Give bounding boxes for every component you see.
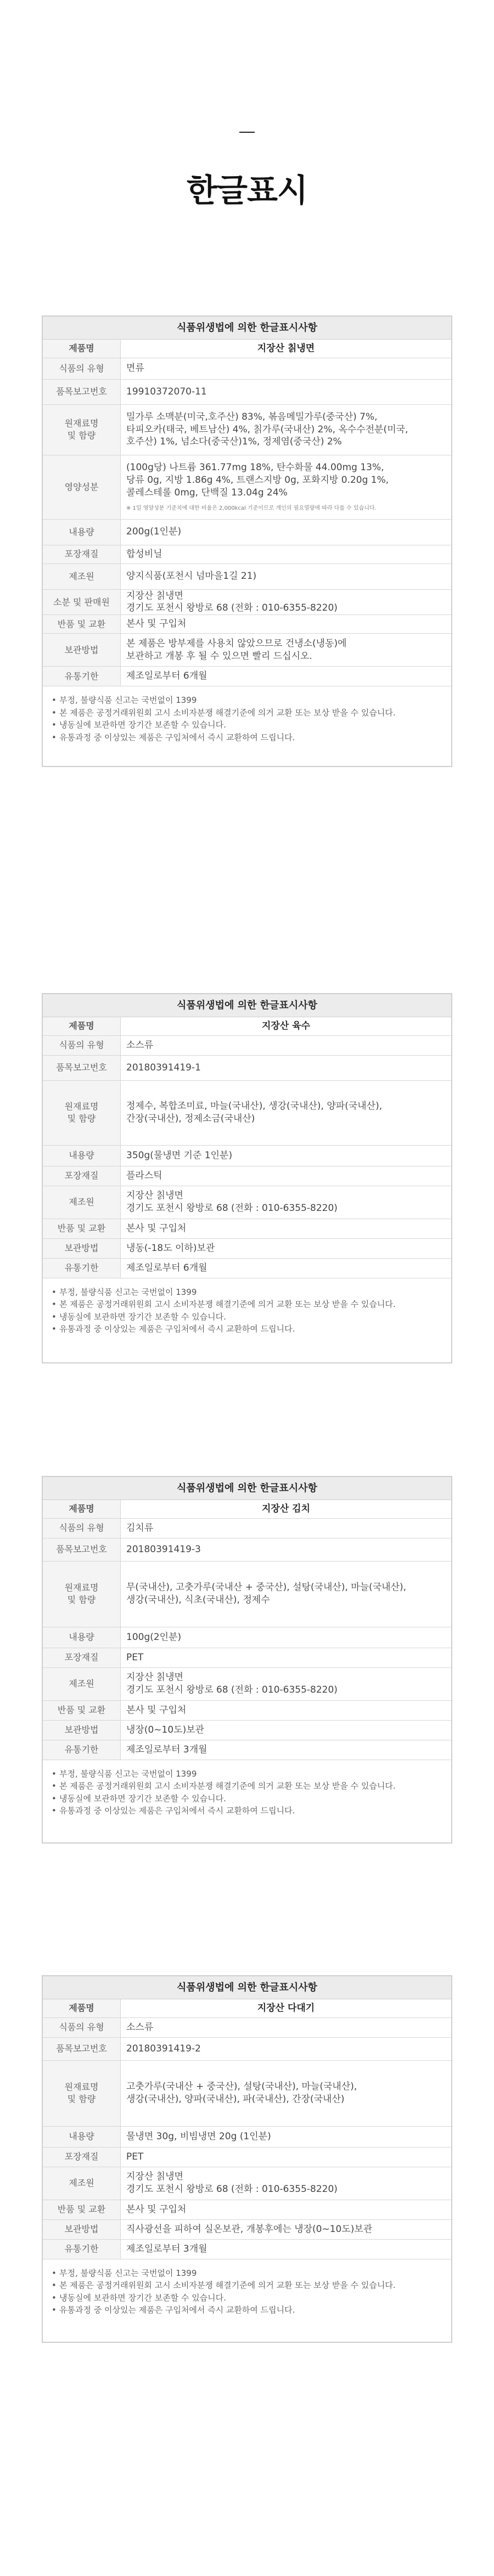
row-value (121, 2219, 452, 2239)
notice-item: • 부정, 불량식품 신고는 국번없이 1399 (52, 2267, 442, 2280)
table-row (43, 1720, 451, 1740)
row-value-text: 지장산 칡냉면 경기도 포천시 왕방로 68 (전화 : 010-6355-8220) (126, 590, 338, 614)
row-label: 제조원 (43, 2167, 121, 2200)
table-row (43, 2126, 451, 2147)
product-name (121, 1999, 452, 2017)
row-value-text: 100g(2인분) (126, 1631, 182, 1643)
row-value (121, 1648, 452, 1667)
row-value (121, 1740, 452, 1760)
row-label: 품목보고번호 (43, 379, 121, 404)
table-row (43, 2219, 451, 2239)
row-label: 영양성분 (43, 455, 121, 519)
row-label: 식품의 유형 (43, 1518, 121, 1538)
notice-item: • 부정, 불량식품 신고는 국번없이 1399 (52, 1768, 442, 1780)
row-value (121, 1055, 452, 1080)
row-value (121, 2037, 452, 2060)
product-name (121, 340, 452, 358)
row-value-text: 지장산 칡냉면 경기도 포천시 왕방로 68 (전화 : 010-6355-8220) (126, 1190, 338, 1214)
card-header: 식품위생법에 의한 한글표시사항 (43, 1477, 451, 1500)
row-value-text: 제조일로부터 6개월 (126, 670, 207, 682)
label-table (43, 1999, 451, 2259)
row-value (121, 2239, 452, 2259)
notice-item: • 부정, 불량식품 신고는 국번없이 1399 (52, 1286, 442, 1299)
row-value (121, 2200, 452, 2219)
table-row (43, 2167, 451, 2200)
row-value (121, 1186, 452, 1219)
row-value-text: 본사 및 구입처 (126, 618, 187, 630)
row-value (121, 563, 452, 589)
row-value (121, 589, 452, 615)
notice-list (43, 1760, 451, 1842)
table-row (43, 455, 451, 519)
row-value-text: PET (126, 2151, 144, 2162)
row-value (121, 2060, 452, 2126)
row-value-text: 지장산 칡냉면 (257, 342, 315, 354)
row-value-text: 본사 및 구입처 (126, 1222, 187, 1234)
row-label: 반품 및 교환 (43, 1219, 121, 1238)
table-row (43, 404, 451, 455)
row-label: 원재료명 및 함량 (43, 1561, 121, 1627)
table-row (43, 634, 451, 667)
row-label: 포장재질 (43, 2147, 121, 2167)
row-value (121, 519, 452, 545)
product-name (121, 1500, 452, 1518)
row-value (121, 379, 452, 404)
row-label: 내용량 (43, 2126, 121, 2147)
table-row (43, 2017, 451, 2037)
table-row (43, 2239, 451, 2259)
label-table (43, 1017, 451, 1278)
row-label: 포장재질 (43, 545, 121, 563)
row-value (121, 1518, 452, 1538)
row-value (121, 1538, 452, 1561)
notice-item: • 본 제품은 공정거래위원회 고시 소비자분쟁 해결기준에 의거 교환 또는 보상 받을 수 있습니다. (52, 1298, 442, 1311)
row-label: 소분 및 판매원 (43, 589, 121, 615)
row-value-text: 김치류 (126, 1522, 154, 1534)
notice-item: • 유통과정 중 이상있는 제품은 구입처에서 즉시 교환하여 드립니다. (52, 731, 442, 744)
table-row (43, 1999, 451, 2017)
label-card (42, 993, 452, 1363)
row-value (121, 1145, 452, 1166)
notice-list (43, 2259, 451, 2342)
row-label: 제품명 (43, 1017, 121, 1035)
row-value (121, 1667, 452, 1700)
row-label: 반품 및 교환 (43, 1700, 121, 1720)
table-row (43, 340, 451, 358)
row-label: 유통기한 (43, 1258, 121, 1278)
table-row (43, 589, 451, 615)
table-row (43, 1561, 451, 1627)
notice-item: • 냉동실에 보관하면 장기간 보존할 수 있습니다. (52, 1793, 442, 1805)
row-value-text: 소스류 (126, 2021, 154, 2033)
card-header: 식품위생법에 의한 한글표시사항 (43, 1976, 451, 1999)
row-value (121, 2167, 452, 2200)
table-row (43, 1538, 451, 1561)
notice-item: • 본 제품은 공정거래위원회 고시 소비자분쟁 해결기준에 의거 교환 또는 보상 받을 수 있습니다. (52, 1780, 442, 1793)
notice-list (43, 686, 451, 766)
notice-item: • 유통과정 중 이상있는 제품은 구입처에서 즉시 교환하여 드립니다. (52, 1805, 442, 1817)
label-card (42, 315, 452, 767)
notice-item: • 냉동실에 보관하면 장기간 보존할 수 있습니다. (52, 719, 442, 731)
row-value (121, 358, 452, 379)
table-row (43, 1700, 451, 1720)
page-title: 한글표시 (186, 172, 308, 209)
row-value-text: 지장산 김치 (261, 1503, 311, 1514)
row-label: 제조원 (43, 1667, 121, 1700)
row-label: 제품명 (43, 1999, 121, 2017)
row-label: 품목보고번호 (43, 1538, 121, 1561)
table-row (43, 545, 451, 563)
table-row (43, 1258, 451, 1278)
row-value (121, 1166, 452, 1186)
row-label: 식품의 유형 (43, 358, 121, 379)
row-value-text: 정제수, 복합조미료, 마늘(국내산), 생강(국내산), 양파(국내산), 간장(국내산), 정제소금(국내산) (126, 1101, 383, 1124)
row-label: 유통기한 (43, 1740, 121, 1760)
row-label: 제조원 (43, 563, 121, 589)
row-label: 내용량 (43, 1627, 121, 1648)
table-row (43, 1166, 451, 1186)
row-label: 보관방법 (43, 1238, 121, 1258)
row-value-text: 면류 (126, 363, 144, 374)
row-value (121, 1238, 452, 1258)
row-value (121, 667, 452, 686)
notice-item: • 냉동실에 보관하면 장기간 보존할 수 있습니다. (52, 2292, 442, 2304)
card-header: 식품위생법에 의한 한글표시사항 (43, 317, 451, 340)
row-value (121, 1258, 452, 1278)
table-row (43, 1219, 451, 1238)
table-row (43, 1627, 451, 1648)
row-value-text: 냉동(-18도 이하)보관 (126, 1242, 215, 1254)
row-value-text: 20180391419-1 (126, 1062, 201, 1073)
row-value (121, 2126, 452, 2147)
label-table (43, 1500, 451, 1760)
table-row (43, 1186, 451, 1219)
row-value (121, 455, 452, 519)
notice-item: • 본 제품은 공정거래위원회 고시 소비자분쟁 해결기준에 의거 교환 또는 보상 받을 수 있습니다. (52, 2279, 442, 2292)
table-row (43, 1667, 451, 1700)
table-row (43, 667, 451, 686)
row-value-text: 소스류 (126, 1039, 154, 1051)
row-value-text: 20180391419-3 (126, 1543, 201, 1555)
row-value-text: 20180391419-2 (126, 2043, 201, 2054)
row-value-text: 지장산 칡냉면 경기도 포천시 왕방로 68 (전화 : 010-6355-8220) (126, 1672, 338, 1695)
table-row (43, 615, 451, 634)
row-label: 제품명 (43, 1500, 121, 1518)
row-value (121, 1080, 452, 1145)
row-value-text: 지장산 육수 (261, 1020, 311, 1031)
row-value-text: 합성비닐 (126, 548, 162, 560)
row-value-text: 물냉면 30g, 비빔냉면 20g (1인분) (126, 2130, 271, 2142)
row-label: 보관방법 (43, 1720, 121, 1740)
row-label: 식품의 유형 (43, 2017, 121, 2037)
table-row (43, 1518, 451, 1538)
row-label: 내용량 (43, 519, 121, 545)
table-row (43, 1740, 451, 1760)
row-value-text: 제조일로부터 6개월 (126, 1262, 207, 1273)
row-value (121, 1035, 452, 1055)
row-value-text: 제조일로부터 3개월 (126, 2243, 207, 2254)
row-label: 유통기한 (43, 2239, 121, 2259)
row-value (121, 545, 452, 563)
row-value (121, 1561, 452, 1627)
row-value-text: 200g(1인분) (126, 526, 182, 538)
row-label: 품목보고번호 (43, 1055, 121, 1080)
row-label: 포장재질 (43, 1166, 121, 1186)
row-value (121, 1700, 452, 1720)
row-value-text: 고춧가루(국내산 + 중국산), 설탕(국내산), 마늘(국내산), 생강(국내산), 양파(국내산), 파(국내산), 간장(국내산) (126, 2081, 357, 2105)
table-row (43, 1648, 451, 1667)
row-label: 원재료명 및 함량 (43, 2060, 121, 2126)
row-value (121, 634, 452, 667)
notice-item: • 냉동실에 보관하면 장기간 보존할 수 있습니다. (52, 1311, 442, 1323)
table-row (43, 1055, 451, 1080)
row-label: 원재료명 및 함량 (43, 1080, 121, 1145)
label-card (42, 1975, 452, 2343)
row-value (121, 615, 452, 634)
row-value-text: 냉장(0~10도)보관 (126, 1724, 205, 1735)
row-value-text: 350g(물냉면 기준 1인분) (126, 1149, 233, 1161)
row-label: 품목보고번호 (43, 2037, 121, 2060)
table-row (43, 1238, 451, 1258)
row-value-text: 19910372070-11 (126, 386, 207, 397)
row-label: 제품명 (43, 340, 121, 358)
row-label: 식품의 유형 (43, 1035, 121, 1055)
card-header: 식품위생법에 의한 한글표시사항 (43, 994, 451, 1017)
row-label: 보관방법 (43, 2219, 121, 2239)
table-row (43, 2147, 451, 2167)
row-value-text: (100g당) 나트륨 361.77mg 18%, 탄수화물 44.00mg 13%, 당류 0g, 지방 1.86g 4%, 트랜스지방 0g, 포화지방 0.20g 1%, 콜레스테롤 0mg, 단백질 13.04g 24% (126, 462, 389, 499)
table-row (43, 563, 451, 589)
row-label: 포장재질 (43, 1648, 121, 1667)
table-row (43, 1080, 451, 1145)
row-value-text: 제조일로부터 3개월 (126, 1744, 207, 1755)
row-value-text: 양지식품(포천시 넘마을1길 21) (126, 571, 257, 582)
table-row (43, 1035, 451, 1055)
table-row (43, 379, 451, 404)
product-name (121, 1017, 452, 1035)
row-value (121, 2147, 452, 2167)
row-value (121, 404, 452, 455)
notice-list (43, 1278, 451, 1362)
row-label: 유통기한 (43, 667, 121, 686)
row-value (121, 1720, 452, 1740)
table-row (43, 1017, 451, 1035)
row-label: 내용량 (43, 1145, 121, 1166)
row-value-text: 무(국내산), 고춧가루(국내산 + 중국산), 설탕(국내산), 마늘(국내산), 생강(국내산), 식초(국내산), 정제수 (126, 1582, 407, 1605)
label-table (43, 340, 451, 686)
row-value-text: 직사광선을 피하여 실온보관, 개봉후에는 냉장(0~10도)보관 (126, 2223, 373, 2235)
notice-item: • 유통과정 중 이상있는 제품은 구입처에서 즉시 교환하여 드립니다. (52, 2304, 442, 2316)
row-value (121, 1219, 452, 1238)
row-label: 원재료명 및 함량 (43, 404, 121, 455)
table-row (43, 1500, 451, 1518)
table-row (43, 2037, 451, 2060)
row-value-text: 밀가루 소맥분(미국,호주산) 83%, 볶음메밀가루(중국산) 7%, 타피오카(태국, 베트남산) 4%, 칡가루(국내산) 2%, 옥수수전분(미국, 호주산) 1%, 넘소다(중국산)1%, 정제염(중국산) 2% (126, 411, 408, 448)
row-value-text: PET (126, 1651, 144, 1663)
row-value-text: 플라스틱 (126, 1170, 162, 1181)
table-row (43, 519, 451, 545)
notice-item: • 부정, 불량식품 신고는 국번없이 1399 (52, 694, 442, 707)
table-row (43, 2200, 451, 2219)
table-row (43, 2060, 451, 2126)
row-value-text: 본 제품은 방부제를 사용치 않았으므로 건냉소(냉동)에 보관하고 개봉 후 될 수 있으면 빨리 드십시오. (126, 638, 347, 662)
row-label: 보관방법 (43, 634, 121, 667)
row-label: 제조원 (43, 1186, 121, 1219)
row-value (121, 2017, 452, 2037)
row-value (121, 1627, 452, 1648)
row-value-text: 본사 및 구입처 (126, 2203, 187, 2215)
notice-item: • 본 제품은 공정거래위원회 고시 소비자분쟁 해결기준에 의거 교환 또는 보상 받을 수 있습니다. (52, 707, 442, 719)
row-value-text: 본사 및 구입처 (126, 1704, 187, 1716)
table-row (43, 358, 451, 379)
top-divider (239, 132, 255, 133)
table-row (43, 1145, 451, 1166)
row-label: 반품 및 교환 (43, 2200, 121, 2219)
row-label: 반품 및 교환 (43, 615, 121, 634)
row-value-text: 지장산 칡냉면 경기도 포천시 왕방로 68 (전화 : 010-6355-8220) (126, 2171, 338, 2195)
row-value-text: 지장산 다대기 (257, 2002, 315, 2014)
notice-item: • 유통과정 중 이상있는 제품은 구입처에서 즉시 교환하여 드립니다. (52, 1323, 442, 1335)
label-card (42, 1476, 452, 1844)
nutrition-footnote: ※ 1일 영양성분 기준치에 대한 비율은 2,000kcal 기준이므로 개인의 필요열량에 따라 다를 수 있습니다. (126, 505, 377, 512)
